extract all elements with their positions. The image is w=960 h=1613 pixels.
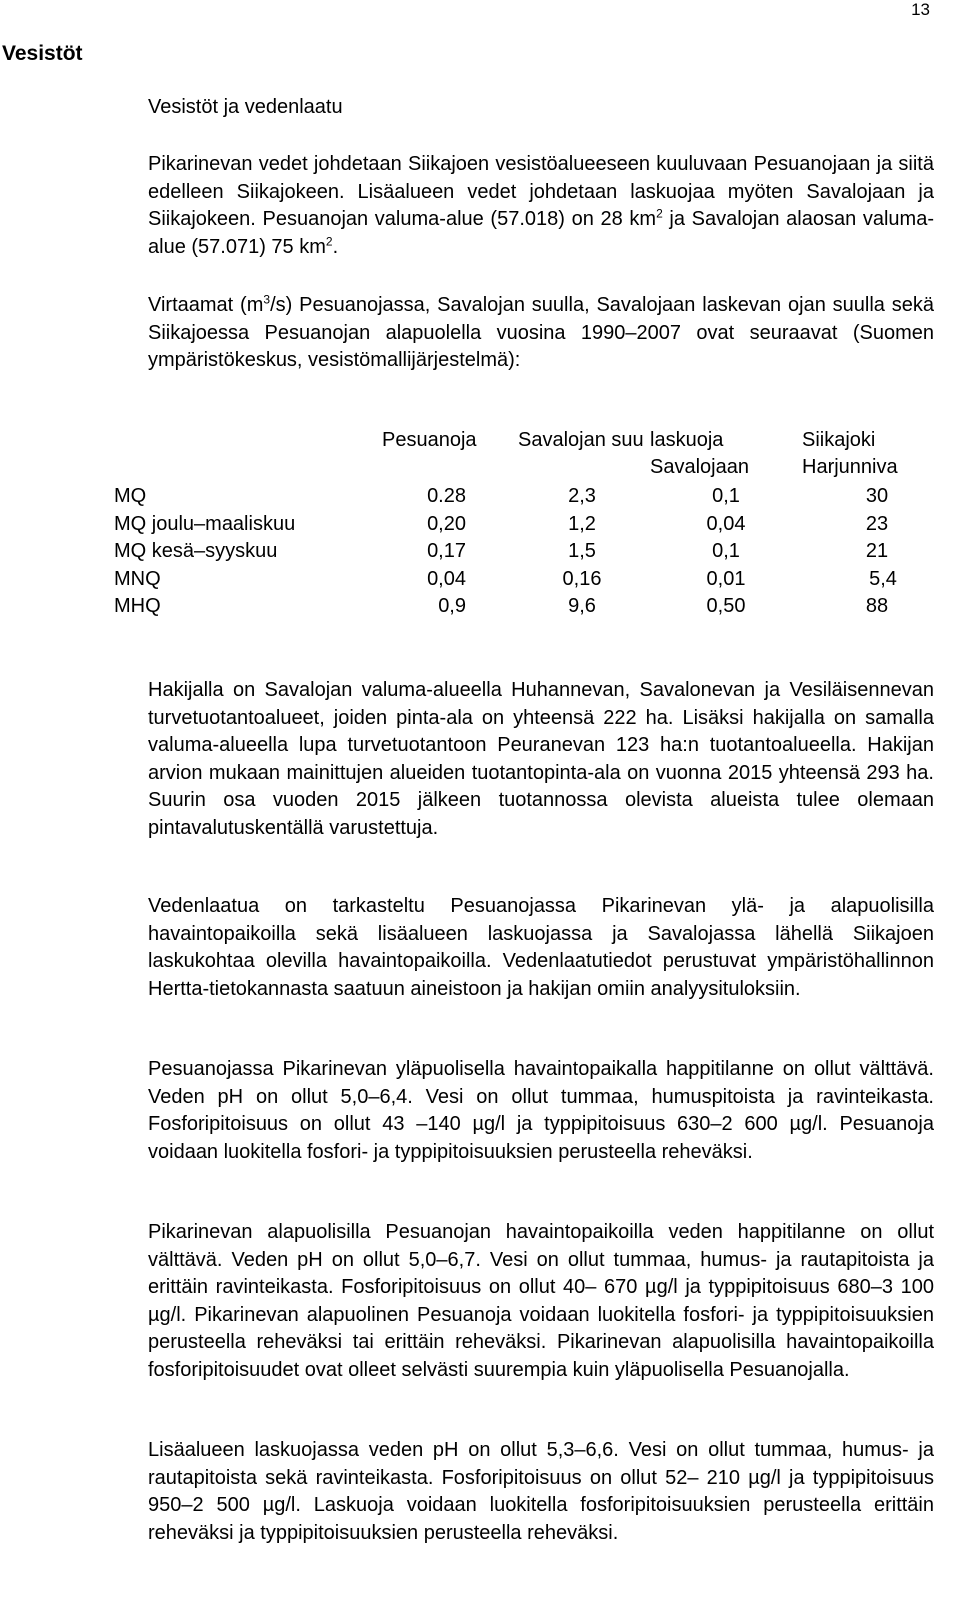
table-cell: 0,04 [706, 512, 746, 535]
table-cell: 2,3 [568, 485, 596, 507]
table-cell: 0,9 [438, 595, 466, 617]
intro-text-3: . [332, 235, 339, 258]
flow-table [114, 427, 934, 621]
table-cell: 0.28 [427, 485, 466, 507]
table-cell: 0,20 [427, 512, 466, 535]
sub-heading: Vesistöt ja vedenlaatu [148, 96, 343, 118]
table-cell-label: MNQ [114, 567, 161, 590]
paragraph-laskuoja: Lisäalueen laskuojassa veden pH on ollut 5,3–6,6. Vesi on ollut tummaa, humus- ja rautapitoista sekä ravinteikasta. Fosforipitoisuus on ollut 52– 210 µg/l ja typpipitoisuus 950–2 500 µg/l. Laskuoja voidaan luokitella fosforipitoisuuksien perusteella erittäin reheväksi ja typpipitoisuuksien perusteella reheväksi. [148, 1439, 934, 1544]
flow-table-header-siikajoki: Siikajoki Harjunniva [802, 429, 898, 478]
flow-table-header-laskuoja: laskuoja Savalojaan [650, 429, 749, 478]
superscript-km2-a: 2 [656, 206, 663, 221]
superscript-m3: 3 [263, 292, 271, 307]
table-row [114, 538, 934, 566]
paragraph-pesuanoja-ylapuoli: Pesuanojassa Pikarinevan yläpuolisella havaintopaikalla happitilanne on ollut välttävä. Veden pH on ollut 5,0–6,4. Vesi on ollut tummaa, humuspitoista ja ravinteikasta. Fosforipitoisuus on ollut 43 –140 µg/l ja typpipitoisuus 630–2 600 µg/l. Pesuanoja voidaan luokitella fosfori- ja typpipitoisuuksien perusteella reheväksi. [148, 1058, 934, 1163]
table-cell: 0,04 [427, 567, 466, 590]
page-number: 13 [911, 0, 930, 19]
flow-table-header-blank [114, 427, 382, 483]
table-row [114, 593, 934, 621]
table-cell-label: MQ kesä–syyskuu [114, 540, 278, 562]
intro-text-2: ja Savalojan alaosan valuma-alue (57.071) 75 km [148, 208, 935, 258]
flows-intro-text-2: /s) Pesuanojassa, Savalojan suulla, Savalojaan laskevan ojan suulla sekä Siikajoessa Pesuanojan alapuolella vuosina 1990–2007 ovat seuraavat (Suomen ympäristökeskus, vesistömallijärjestelmä): [148, 294, 934, 371]
table-cell: 1,5 [568, 540, 596, 562]
table-row [114, 566, 934, 594]
table-cell-label: MHQ [114, 595, 161, 617]
table-cell: 0,17 [427, 540, 466, 562]
table-cell: 0,1 [712, 485, 740, 507]
flow-table-header-pesuanoja: Pesuanoja [382, 429, 477, 451]
table-cell: 30 [865, 485, 889, 507]
superscript-km2-b: 2 [325, 233, 333, 248]
table-cell: 0,1 [712, 540, 740, 562]
table-cell: 0,16 [562, 567, 602, 590]
table-cell: 88 [865, 595, 889, 617]
table-row [114, 511, 934, 539]
table-cell-label: MQ [114, 485, 147, 507]
flows-intro-text-1: Virtaamat (m [148, 294, 264, 316]
table-row [114, 483, 934, 511]
table-cell: 5,4 [869, 567, 897, 590]
paragraph-turvetuotanto: Hakijalla on Savalojan valuma-alueella Huhannevan, Savalonevan ja Vesiläisennevan turvetuotantoalueet, joiden pinta-ala on yhteensä 222 ha. Lisäksi hakijalla on samalla valuma-alueella lupa turvetuotantoon Peuranevan 123 ha:n tuotantoalueella. Hakijan arvion mukaan mainittujen alueiden tuotantopinta-ala on vuonna 2015 yhteensä 293 ha. Suurin osa vuoden 2015 jälkeen tuotannossa olevista alueista tulee olemaan pintavalutuskentällä varustettuja. [148, 679, 934, 839]
intro-paragraph [148, 151, 934, 261]
table-cell: 0,50 [706, 595, 746, 617]
table-cell: 21 [865, 540, 889, 562]
table-cell-label: MQ joulu–maaliskuu [114, 512, 296, 535]
table-cell: 1,2 [568, 512, 596, 535]
intro-text-1: Pikarinevan vedet johdetaan Siikajoen vesistöalueeseen kuuluvaan Pesuanojaan ja siitä edelleen Siikajokeen. Lisäalueen vedet johdetaan laskuojaa myöten Savalojaan ja Siikajokeen. Pesuanojan valuma-alue (57.018) on 28 km [148, 153, 934, 230]
flow-table-header-row [114, 427, 934, 483]
table-cell: 23 [865, 512, 889, 535]
flows-intro-paragraph [148, 292, 934, 375]
paragraph-pesuanoja-alapuoli: Pikarinevan alapuolisilla Pesuanojan havaintopaikoilla veden happitilanne on ollut välttävä. Veden pH on ollut 5,0–6,7. Vesi on ollut tummaa, humus- ja rautapitoista ja erittäin ravinteikasta. Fosforipitoisuus on ollut 40– 670 µg/l ja typpipitoisuus 680–3 100 µg/l. Pikarinevan alapuolinen Pesuanoja voidaan luokitella fosfori- ja typpipitoisuuksien perusteella reheväksi tai erittäin reheväksi. Pikarinevan alapuolisilla havaintopaikoilla fosforipitoisuudet ovat olleet selvästi suurempia kuin yläpuolisella Pesuanojalla. [148, 1221, 934, 1381]
paragraph-vedenlaatu: Vedenlaatua on tarkasteltu Pesuanojassa Pikarinevan ylä- ja alapuolisilla havaintopaikoilla sekä lisäalueen laskuojassa ja Savalojassa lähellä Siikajoen laskukohtaa olevilla havaintopaikoilla. Vedenlaatutiedot perustuvat ympäristöhallinnon Hertta-tietokannasta saatuun aineistoon ja hakijan omiin analyysituloksiin. [148, 895, 934, 1000]
flow-table-header-savalojan-suu: Savalojan suu [518, 429, 644, 451]
table-cell: 9,6 [568, 595, 596, 617]
section-title: Vesistöt [2, 42, 83, 65]
table-cell: 0,01 [706, 567, 746, 590]
